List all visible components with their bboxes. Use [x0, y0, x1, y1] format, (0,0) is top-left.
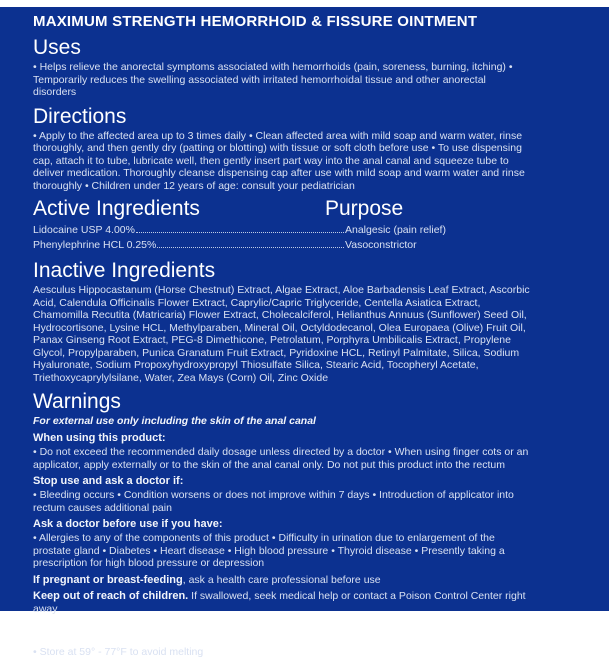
section-heading-uses: Uses — [33, 36, 81, 59]
active-ingredients-table — [33, 223, 531, 253]
inactive-ingredients-text: Aesculus Hippocastanum (Horse Chestnut) Extract, Algae Extract, Aloe Barbadensis Leaf Extract, Ascorbic Acid, Calendula Officinalis Flower Extract, Caprylic/Capric Triglyceride, Centella Asiatica Extract, Chamomilla Recutita (Matricaria) Flower Extract, Cholecalciferol, Helianthus Annuus (Sunflower) Seed Oil, Hydrocortisone, Lysine HCL, Methylparaben, Mineral Oil, Octyldodecanol, Olea Europaea (Olive) Fruit Oil, Panax Ginseng Root Extract, PEG-8 Dimethicone, Petrolatum, Porphyra Umbilicalis Extract, Propylene Glycol, Propylparaben, Punica Granatum Fruit Extract, Pyridoxine HCL, Retinyl Palmitate, Silica, Sodium Hyaluronate, Sodium Propoxyhydroxypropyl Thiosulfate Silica, Stearic Acid, Tocopheryl Acetate, Triethoxycaprylylsilane, Water, Zea Mays (Corn) Oil, Zinc Oxide — [33, 284, 530, 384]
drug-facts-label — [0, 7, 609, 658]
when-using-heading: When using this product: — [33, 432, 166, 444]
stop-use-text: • Bleeding occurs • Condition worsens or does not improve within 7 days • Introduction of applicator into rectum causes additional pain — [33, 489, 514, 514]
stop-use-heading: Stop use and ask a doctor if: — [33, 475, 184, 487]
ingredient-name: Phenylephrine HCL 0.25% — [33, 239, 157, 251]
storage-text: • Store at 59° - 77°F to avoid melting — [33, 646, 204, 658]
active-ingredients-header-row — [33, 197, 531, 220]
uses-text: • Helps relieve the anorectal symptoms associated with hemorrhoids (pain, soreness, burning, itching) • Temporarily reduces the swelling associated with irritated hemorrhoidal tissue and other anorectal disorders — [33, 61, 513, 98]
children-warning-rest: If swallowed, seek medical help or contact a Poison Control Center right away — [33, 590, 526, 615]
children-warning — [33, 590, 531, 615]
dotted-leader — [157, 247, 344, 248]
section-heading-active-ingredients: Active Ingredients — [33, 197, 200, 220]
pregnant-warning-rest: , ask a health care professional before use — [182, 573, 381, 586]
ingredient-purpose: Analgesic (pain relief) — [345, 224, 446, 236]
ask-doctor-heading: Ask a doctor before use if you have: — [33, 518, 223, 530]
directions-text: • Apply to the affected area up to 3 times daily • Clean affected area with mild soap and warm water, rinse thoroughly, and then gently dry (patting or blotting) with tissue or soft cloth before use • To use dispensing cap, attach it to tube, lubricate well, then gently insert part way into the anal canal and squeeze tube to deliver medication. Thoroughly cleanse dispensing cap after use with mild soap and warm water and rinse thoroughly • Children under 12 years of age: consult your pediatrician — [33, 129, 525, 192]
pregnant-warning — [33, 574, 531, 587]
section-heading-inactive-ingredients: Inactive Ingredients — [33, 259, 216, 282]
ingredient-row — [33, 223, 531, 238]
section-heading-purpose: Purpose — [325, 197, 404, 220]
section-heading-other-information: Other Information — [33, 621, 197, 644]
children-warning-lead: Keep out of reach of children. — [33, 590, 189, 602]
section-heading-warnings: Warnings — [33, 390, 121, 413]
section-heading-directions: Directions — [33, 104, 127, 128]
ingredient-name: Lidocaine USP 4.00% — [33, 224, 135, 236]
when-using-text: • Do not exceed the recommended daily dosage unless directed by a doctor • When using finger cots or an applicator, apply externally or to the skin of the anal canal only. Do not put this product into the rectum — [33, 446, 529, 471]
ingredient-purpose: Vasoconstrictor — [345, 239, 417, 251]
external-use-warning: For external use only including the skin of the anal canal — [33, 415, 316, 427]
dotted-leader — [136, 232, 344, 233]
ask-doctor-text: • Allergies to any of the components of this product • Difficulty in urination due to enlargement of the prostate gland • Diabetes • Heart disease • High blood pressure • Thyroid disease • Presently taking a prescription for high blood pressure or depression — [33, 532, 505, 569]
product-title: MAXIMUM STRENGTH HEMORRHOID & FISSURE OINTMENT — [33, 13, 478, 30]
ingredient-row — [33, 238, 531, 253]
pregnant-warning-lead: If pregnant or breast-feeding — [33, 573, 183, 586]
